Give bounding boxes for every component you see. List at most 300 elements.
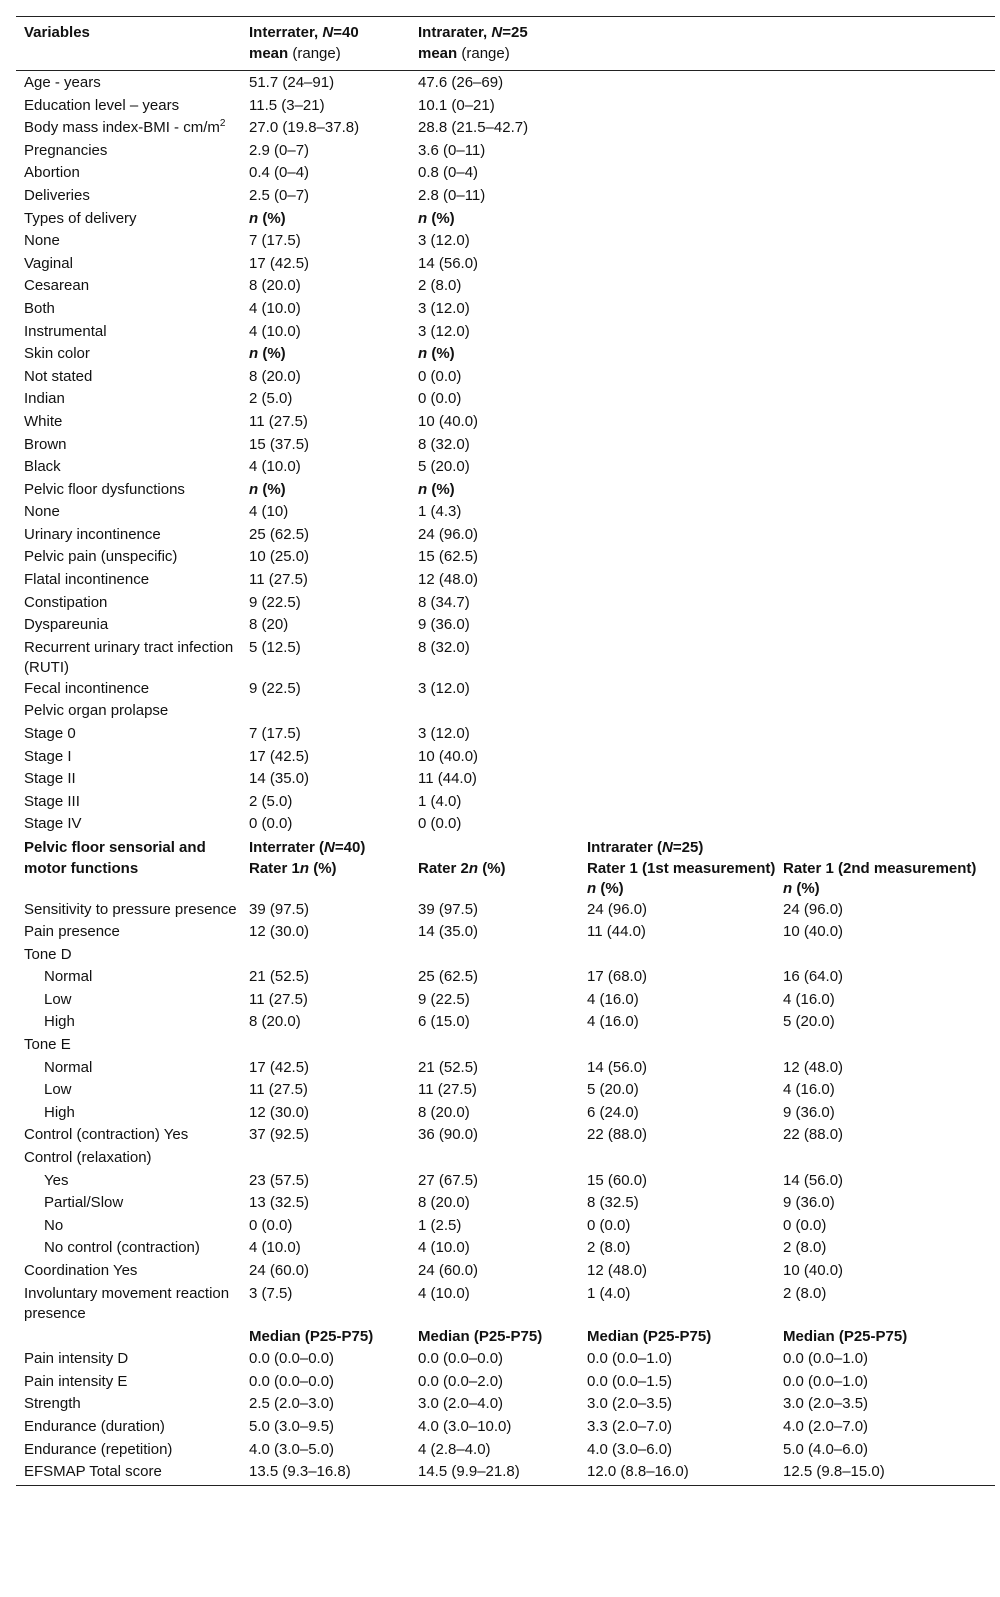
value-cell: 9 (22.5) (418, 990, 470, 1008)
npct-header (412, 209, 581, 232)
value-cell: 11 (44.0) (587, 923, 646, 941)
value-cell: 3 (7.5) (249, 1284, 293, 1302)
value-cell: 3.0 (2.0–3.5) (783, 1395, 869, 1413)
interrater-value: 11 (27.5) (249, 412, 308, 430)
group-title: Interrater ( (249, 839, 325, 856)
table-row (16, 990, 995, 1013)
value-cell: 17 (68.0) (587, 968, 648, 986)
interrater-value: 25 (62.5) (249, 525, 310, 543)
intrarater-value: 24 (96.0) (418, 525, 479, 543)
row-label (16, 186, 243, 209)
value-cell: 8 (20.0) (249, 1013, 301, 1031)
intrarater-value: 2.8 (0–11) (418, 186, 486, 204)
value-cell: 17 (42.5) (249, 1058, 310, 1076)
row-label: Constipation (24, 593, 108, 611)
pct-label: (%) (596, 880, 624, 897)
interrater-value: 11 (27.5) (249, 571, 308, 589)
value-cell (412, 1148, 581, 1171)
value-cell: 23 (57.5) (249, 1171, 310, 1189)
value-cell: 0.0 (0.0–1.0) (587, 1350, 673, 1368)
value-cell: 0 (0.0) (783, 1216, 827, 1234)
interrater-value: 7 (17.5) (249, 725, 301, 743)
intrarater-first-header (581, 838, 777, 900)
value-cell: 4 (10.0) (418, 1284, 470, 1302)
n-label: n (587, 880, 597, 897)
value-cell: 5.0 (4.0–6.0) (783, 1440, 869, 1458)
section-header (16, 480, 995, 503)
table-row (16, 1171, 995, 1194)
row-label-text: Age - years (24, 74, 101, 91)
interrater-value: 11.5 (3–21) (249, 96, 325, 114)
value-cell: 4 (16.0) (587, 990, 639, 1008)
functions-header (16, 838, 995, 900)
row-label: Fecal incontinence (24, 679, 150, 697)
table-row (16, 900, 995, 923)
pct-label: (%) (258, 209, 286, 227)
value-cell: 1 (2.5) (418, 1216, 462, 1234)
group-n: N (324, 839, 335, 856)
value-cell: 6 (24.0) (587, 1103, 639, 1121)
row-label: Stage 0 (24, 725, 76, 743)
interrater-value: 9 (22.5) (249, 593, 301, 611)
n-label: n (418, 345, 428, 363)
table-row (16, 638, 995, 679)
value-cell: 5 (20.0) (587, 1081, 639, 1099)
table-row (16, 367, 995, 390)
value-cell: 2 (8.0) (783, 1239, 827, 1257)
table-row (16, 186, 995, 209)
rater-label: Rater 1 (249, 859, 300, 877)
interrater-value: 5 (12.5) (249, 638, 301, 656)
intrarater-value: 3 (12.0) (418, 299, 470, 317)
table-row (16, 276, 995, 299)
value-cell: 24 (60.0) (249, 1262, 310, 1279)
table-row (16, 1058, 995, 1081)
table-row (16, 96, 995, 119)
table-row (16, 1148, 995, 1171)
n-label: n (418, 480, 428, 498)
value-cell: 0.0 (0.0–0.0) (249, 1372, 335, 1390)
intrarater-value: 0 (0.0) (418, 390, 462, 408)
row-label: None (24, 503, 60, 521)
value-cell: 21 (52.5) (249, 968, 310, 986)
value-cell: 1 (4.0) (587, 1284, 631, 1302)
value-cell: 10 (40.0) (783, 1262, 844, 1279)
functions-title: Pelvic floor sensorial and motor functions (24, 839, 206, 877)
value-cell: 6 (15.0) (418, 1013, 470, 1031)
row-label (16, 163, 243, 186)
value-cell: 0 (0.0) (249, 1216, 293, 1234)
intrarater-value: 8 (34.7) (418, 593, 470, 611)
value-cell: 0.0 (0.0–2.0) (418, 1372, 504, 1390)
row-label: Black (24, 458, 61, 476)
value-cell: 12 (30.0) (249, 1103, 310, 1121)
intrarater-value: 3 (12.0) (418, 725, 470, 743)
row-label: Tone E (24, 1036, 71, 1054)
value-cell: 3.0 (2.0–4.0) (418, 1395, 504, 1413)
npct-header (412, 480, 581, 503)
intrarater-value: 0 (0.0) (418, 815, 462, 833)
row-label: Stage II (24, 770, 76, 788)
npct-header (243, 209, 412, 232)
interrater-rater2-header (412, 838, 581, 900)
n-label: n (783, 880, 793, 897)
row-label: Normal (44, 1058, 93, 1076)
row-label: Pelvic pain (unspecific) (24, 548, 178, 566)
row-label: Normal (44, 968, 93, 986)
row-label: Stage IV (24, 815, 82, 833)
row-label-text: Body mass index-BMI - cm/m (24, 119, 220, 137)
row-label: Instrumental (24, 322, 107, 340)
value-cell: 11 (27.5) (249, 1081, 308, 1099)
value-cell: 12 (30.0) (249, 923, 310, 941)
table-row (16, 1035, 995, 1058)
intrarater-value: 10 (40.0) (418, 412, 479, 430)
table-row (16, 1103, 995, 1126)
intrarater-value: 15 (62.5) (418, 548, 479, 566)
row-label (16, 96, 243, 119)
intrarater-value: 0.8 (0–4) (418, 164, 479, 182)
clinical-table (16, 16, 995, 1486)
value-cell: 14 (56.0) (587, 1058, 648, 1076)
group-title: Intrarater ( (587, 839, 663, 856)
value-cell (581, 945, 777, 968)
value-cell: 12 (48.0) (783, 1058, 844, 1076)
table-row (16, 679, 995, 702)
row-label: Low (44, 990, 72, 1008)
row-label: Control (contraction) Yes (24, 1126, 189, 1144)
value-cell: 8 (32.5) (587, 1194, 639, 1212)
value-cell (412, 1035, 581, 1058)
table-row (16, 118, 995, 141)
interrater-value: 51.7 (24–91) (249, 74, 335, 91)
pct-label: (%) (478, 859, 506, 877)
value-cell: 0 (0.0) (587, 1216, 631, 1234)
intrarater-value: 9 (36.0) (418, 616, 470, 634)
table-row (16, 814, 995, 837)
table-row (16, 1417, 995, 1440)
value-cell (412, 945, 581, 968)
value-cell: 36 (90.0) (418, 1126, 479, 1144)
pct-label: (%) (309, 859, 337, 877)
rater-label: Rater 1 (2nd measurement) (783, 859, 977, 877)
table-row (16, 299, 995, 322)
value-cell: 4 (16.0) (783, 990, 835, 1008)
intrarater-value: 12 (48.0) (418, 571, 479, 589)
table-row (16, 769, 995, 792)
row-label-text: Pregnancies (24, 141, 108, 159)
row-label: EFSMAP Total score (24, 1463, 162, 1481)
value-cell: 14 (35.0) (418, 923, 479, 941)
row-label: No (44, 1216, 64, 1234)
interrater-value: 8 (20.0) (249, 277, 301, 295)
interrater-value: 10 (25.0) (249, 548, 310, 566)
value-cell: 4.0 (3.0–5.0) (249, 1440, 335, 1458)
interrater-value: 4 (10.0) (249, 299, 301, 317)
table-row (16, 1012, 995, 1035)
table-row (16, 967, 995, 990)
row-label: Not stated (24, 367, 93, 385)
header-interrater: Interrater, N=40 mean (range) (249, 24, 359, 62)
table-row (16, 547, 995, 570)
npct-header (412, 344, 581, 367)
row-label: Partial/Slow (44, 1194, 124, 1212)
value-cell (581, 1148, 777, 1171)
table-row (16, 792, 995, 815)
header-variables: Variables (24, 24, 90, 41)
value-cell: 8 (20.0) (418, 1194, 470, 1212)
n-label: n (299, 859, 310, 877)
table-row (16, 1238, 995, 1261)
table-row (16, 1284, 995, 1325)
intrarater-value: 11 (44.0) (418, 770, 477, 788)
interrater-value: 7 (17.5) (249, 232, 301, 250)
empty-label (16, 1327, 243, 1350)
table-row (16, 1440, 995, 1463)
value-cell: 39 (97.5) (418, 900, 479, 918)
interrater-value: 2 (5.0) (249, 390, 293, 408)
table-row (16, 502, 995, 525)
value-cell: 24 (96.0) (783, 900, 844, 918)
table-row (16, 525, 995, 548)
pct-label: (%) (427, 209, 455, 227)
group-count: =40) (334, 839, 366, 856)
row-label: Endurance (repetition) (24, 1440, 173, 1458)
table-row (16, 593, 995, 616)
table-row (16, 1372, 995, 1395)
interrater-value: 2.5 (0–7) (249, 186, 310, 204)
intrarater-value: 28.8 (21.5–42.7) (418, 119, 529, 137)
n-label: n (468, 859, 479, 877)
row-label: Stage I (24, 747, 72, 765)
intrarater-value: 10 (40.0) (418, 747, 479, 765)
row-label: None (24, 232, 60, 250)
row-label: High (44, 1103, 75, 1121)
intrarater-value: 3.6 (0–11) (418, 141, 486, 159)
row-label: Tone D (24, 945, 72, 963)
row-label: Stage III (24, 792, 80, 810)
value-cell (243, 1148, 412, 1171)
n-label: n (249, 345, 259, 363)
value-cell: 0.0 (0.0–1.0) (783, 1372, 869, 1390)
row-label (16, 118, 243, 141)
table-row (16, 231, 995, 254)
value-cell (243, 945, 412, 968)
value-cell: 12.0 (8.8–16.0) (587, 1463, 689, 1481)
interrater-value: 17 (42.5) (249, 747, 310, 765)
interrater-value: 0 (0.0) (249, 815, 293, 833)
interrater-value: 2 (5.0) (249, 792, 293, 810)
interrater-value: 14 (35.0) (249, 770, 310, 788)
interrater-rater1-header (243, 838, 412, 900)
superscript: 2 (219, 118, 226, 130)
table-row (16, 1349, 995, 1372)
table-row (16, 457, 995, 480)
value-cell: 22 (88.0) (783, 1126, 844, 1144)
row-label: Pain presence (24, 923, 120, 941)
value-cell: 14.5 (9.9–21.8) (418, 1463, 520, 1481)
value-cell: 4 (16.0) (783, 1081, 835, 1099)
group-count: =25) (672, 839, 704, 856)
value-cell: 11 (27.5) (418, 1081, 477, 1099)
value-cell: 11 (27.5) (249, 990, 308, 1008)
value-cell: 22 (88.0) (587, 1126, 648, 1144)
row-label: Yes (44, 1171, 69, 1189)
value-cell: 13 (32.5) (249, 1194, 310, 1212)
table-row (16, 1193, 995, 1216)
section-title: Skin color (24, 345, 90, 363)
value-cell: 4 (10.0) (418, 1239, 470, 1257)
median-header-cell: Median (P25-P75) (783, 1327, 908, 1345)
section-title: Pelvic floor dysfunctions (24, 480, 185, 498)
row-label (16, 73, 243, 96)
value-cell: 4.0 (3.0–6.0) (587, 1440, 673, 1458)
row-label: Urinary incontinence (24, 525, 161, 543)
value-cell: 27 (67.5) (418, 1171, 479, 1189)
median-header-cell: Median (P25-P75) (249, 1327, 374, 1345)
value-cell (581, 1035, 777, 1058)
intrarater-second-header (777, 838, 983, 900)
interrater-value: 2.9 (0–7) (249, 141, 310, 159)
value-cell: 2.5 (2.0–3.0) (249, 1395, 335, 1413)
value-cell: 3.3 (2.0–7.0) (587, 1417, 673, 1435)
row-label: Involuntary movement reaction presence (24, 1284, 230, 1323)
table-row (16, 570, 995, 593)
row-label: White (24, 412, 63, 430)
value-cell: 3.0 (2.0–3.5) (587, 1395, 673, 1413)
table-row (16, 945, 995, 968)
value-cell: 12.5 (9.8–15.0) (783, 1463, 885, 1481)
row-label: Vaginal (24, 254, 73, 272)
intrarater-value: 14 (56.0) (418, 254, 479, 272)
npct-header (243, 480, 412, 503)
pct-label: (%) (427, 480, 455, 498)
value-cell: 0.0 (0.0–0.0) (249, 1350, 335, 1368)
value-cell: 14 (56.0) (783, 1171, 844, 1189)
intrarater-value: 3 (12.0) (418, 322, 470, 340)
value-cell (243, 1035, 412, 1058)
row-label: Coordination Yes (24, 1262, 138, 1279)
row-label: Endurance (duration) (24, 1417, 165, 1435)
table-row (16, 1080, 995, 1103)
rater-label: Rater 2 (418, 859, 469, 877)
value-cell: 5.0 (3.0–9.5) (249, 1417, 335, 1435)
row-label: Indian (24, 390, 65, 408)
interrater-value: 9 (22.5) (249, 679, 301, 697)
interrater-value: 27.0 (19.8–37.8) (249, 119, 360, 137)
median-header-cell: Median (P25-P75) (587, 1327, 712, 1345)
value-cell: 2 (8.0) (587, 1239, 631, 1257)
section-header (16, 344, 995, 367)
row-label: Control (relaxation) (24, 1149, 152, 1167)
row-label: Recurrent urinary tract infection (RUTI) (24, 638, 234, 677)
interrater-value: 4 (10) (249, 503, 289, 521)
intrarater-value: 3 (12.0) (418, 232, 470, 250)
value-cell: 2 (8.0) (783, 1284, 827, 1302)
value-cell: 24 (60.0) (418, 1262, 479, 1279)
table-row (16, 141, 995, 164)
table-row (16, 1261, 995, 1284)
value-cell: 10 (40.0) (783, 923, 844, 941)
row-label: Cesarean (24, 277, 90, 295)
table-row (16, 73, 995, 96)
intrarater-value: 47.6 (26–69) (418, 74, 504, 91)
n-label: n (249, 480, 259, 498)
interrater-value: 4 (10.0) (249, 458, 301, 476)
value-cell: 9 (36.0) (783, 1103, 835, 1121)
row-label: Sensitivity to pressure presence (24, 900, 237, 918)
intrarater-value: 5 (20.0) (418, 458, 470, 476)
row-label-text: Education level – years (24, 96, 180, 114)
median-header (16, 1327, 995, 1350)
table-row (16, 1394, 995, 1417)
interrater-value: 4 (10.0) (249, 322, 301, 340)
n-label: n (418, 209, 428, 227)
table-row (16, 389, 995, 412)
value-cell: 4 (10.0) (249, 1239, 301, 1257)
pct-label: (%) (427, 345, 455, 363)
npct-header (243, 344, 412, 367)
table-row (16, 435, 995, 458)
section-title: Pelvic organ prolapse (24, 702, 169, 720)
table-header (16, 17, 995, 71)
table-body (16, 71, 995, 1485)
row-label: Pain intensity D (24, 1350, 129, 1368)
table-row (16, 1125, 995, 1148)
value-cell: 4 (16.0) (587, 1013, 639, 1031)
interrater-value: 0.4 (0–4) (249, 164, 310, 182)
intrarater-value: 8 (32.0) (418, 638, 470, 656)
row-label: Pain intensity E (24, 1372, 128, 1390)
group-n: N (662, 839, 673, 856)
section-title: Types of delivery (24, 209, 137, 227)
pct-label: (%) (792, 880, 820, 897)
row-label-text: Deliveries (24, 186, 90, 204)
table-row (16, 724, 995, 747)
value-cell: 0.0 (0.0–1.0) (783, 1350, 869, 1368)
row-label: High (44, 1013, 75, 1031)
value-cell: 39 (97.5) (249, 900, 310, 918)
value-cell: 24 (96.0) (587, 900, 648, 918)
intrarater-value: 1 (4.3) (418, 503, 462, 521)
row-label: Low (44, 1081, 72, 1099)
median-header-cell: Median (P25-P75) (418, 1327, 543, 1345)
table-row (16, 1216, 995, 1239)
table-row (16, 322, 995, 345)
value-cell: 13.5 (9.3–16.8) (249, 1463, 351, 1481)
row-label (16, 141, 243, 164)
intrarater-value: 10.1 (0–21) (418, 96, 495, 114)
intrarater-value: 2 (8.0) (418, 277, 462, 295)
table-row (16, 254, 995, 277)
table-row (16, 922, 995, 945)
interrater-value: 15 (37.5) (249, 435, 310, 453)
row-label: No control (contraction) (44, 1239, 200, 1257)
table-row (16, 163, 995, 186)
row-label: Dyspareunia (24, 616, 109, 634)
value-cell (777, 945, 983, 968)
intrarater-value: 0 (0.0) (418, 367, 462, 385)
value-cell (777, 1148, 983, 1171)
value-cell: 16 (64.0) (783, 968, 844, 986)
table-row (16, 412, 995, 435)
interrater-value: 8 (20.0) (249, 367, 301, 385)
value-cell: 25 (62.5) (418, 968, 479, 986)
value-cell (777, 1035, 983, 1058)
row-label: Both (24, 299, 55, 317)
row-label: Flatal incontinence (24, 571, 150, 589)
value-cell: 4.0 (2.0–7.0) (783, 1417, 869, 1435)
